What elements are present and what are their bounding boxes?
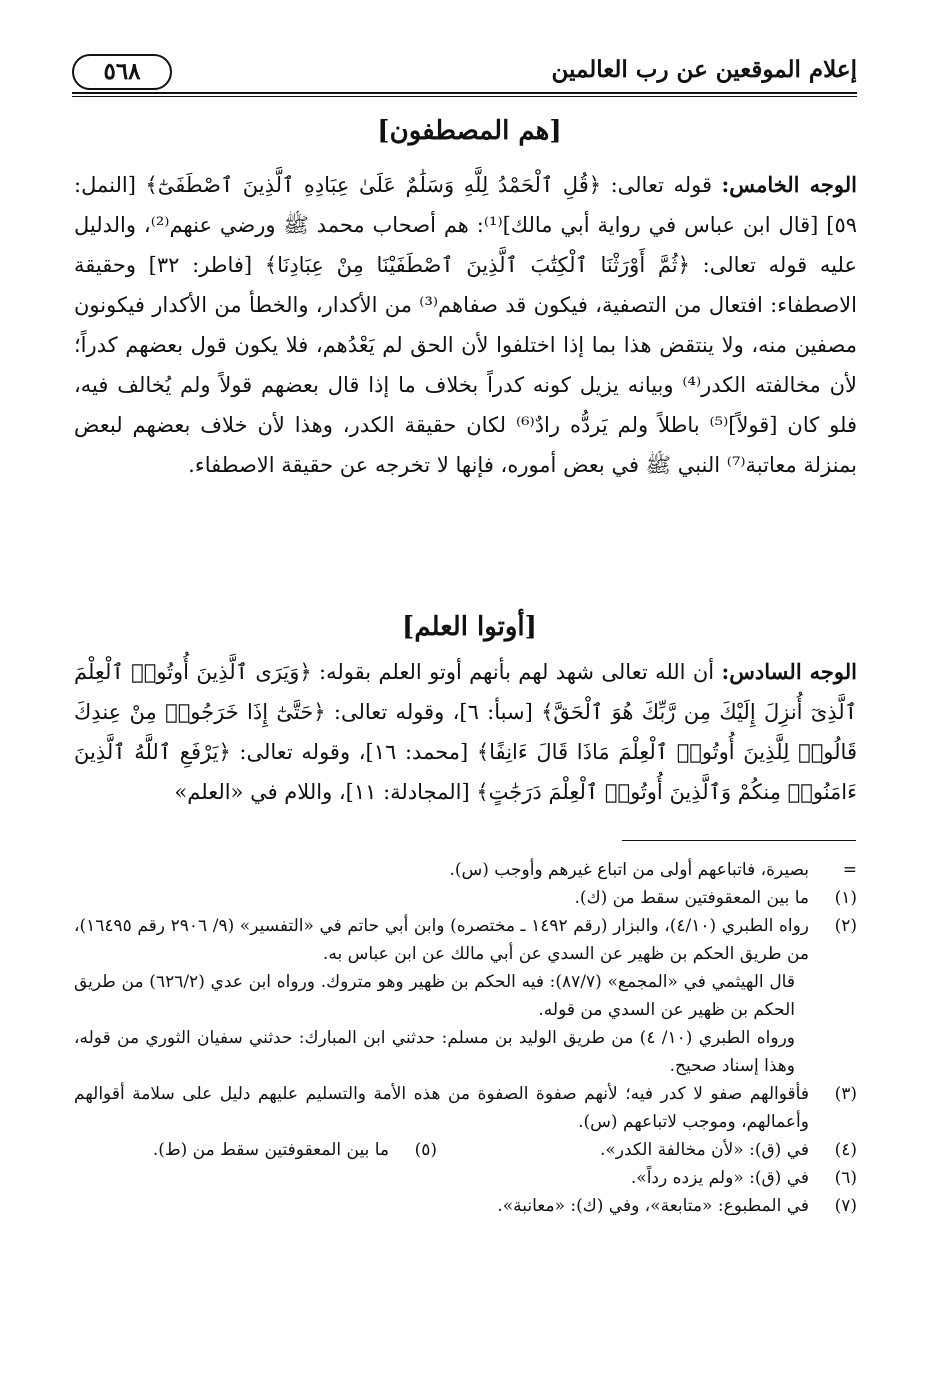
page-number: ٥٦٨ bbox=[72, 54, 172, 90]
paragraph-text: قوله تعالى: ﴿قُلِ ٱلْحَمْدُ لِلَّهِ وَسَلَٰمٌ عَلَىٰ عِبَادِهِ ٱلَّذِينَ ٱصْطَفَىٰٓ﴾ [النمل: ٥٩] [قال ابن عباس في رواية أبي مالك]⁽¹⁾: هم أصحاب محمد ﷺ ورضي عنهم⁽²⁾، والدليل عليه قوله تعالى: ﴿ثُمَّ أَوْرَثْنَا ٱلْكِتَٰبَ ٱلَّذِينَ ٱصْطَفَيْنَا مِنْ عِبَادِنَا﴾ [فاطر: ٣٢] وحقيقة الاصطفاء: افتعال من التصفية، فيكون قد صفاهم⁽³⁾ من الأكدار، والخطأ من الأكدار فيكونون مصفين منه، ولا ينتقض هذا بما إذا اختلفوا لأن الحق لم يَعْدُهم، فلا يكون قول بعضهم كدراً؛ لأن مخالفته الكدر⁽⁴⁾ وبيانه يزيل كونه كدراً بخلاف ما إذا قال بعضهم قولاً ولم يُخالف فيه، فلو كان [قولاً]⁽⁵⁾ باطلاً ولم يَردُّه رادٌ⁽⁶⁾ لكان حقيقة الكدر، وهذا لأن خلاف بعضهم لبعض بمنزلة معاتبة⁽⁷⁾ النبي ﷺ في بعض أموره، فإنها لا تخرجه عن حقيقة الاصطفاء. bbox=[74, 173, 857, 477]
footnote-text: في المطبوع: «متابعة»، وفي (ك): «معانبة». bbox=[497, 1196, 809, 1216]
footnote-marker: (٣) bbox=[834, 1084, 857, 1104]
footnote-text: فأقوالهم صفو لا كدر فيه؛ لأنهم صفوة الصفوة من هذه الأمة والتسليم عليهم دليل على سلامة أقوالهم وأعمالهم، وموجب لاتباعهم (س). bbox=[74, 1084, 809, 1132]
footnote-text: ما بين المعقوفتين سقط من (ك). bbox=[574, 888, 809, 908]
footnote bbox=[74, 1192, 857, 1220]
paragraph-lead: الوجه السادس: bbox=[721, 659, 857, 684]
footnote-marker: (٤) bbox=[834, 1140, 857, 1160]
section-heading-2: [أوتوا العلم] bbox=[402, 612, 537, 642]
section-heading-1: [هم المصطفون] bbox=[377, 116, 562, 146]
footnote bbox=[74, 1164, 857, 1192]
footnote-continuation bbox=[74, 968, 857, 1024]
footnote-marker: (١) bbox=[834, 888, 857, 908]
footnote bbox=[74, 856, 857, 884]
header-rule-thin bbox=[72, 96, 857, 97]
footnote-continuation bbox=[74, 1024, 857, 1080]
footnote-text: ما بين المعقوفتين سقط من (ط). bbox=[152, 1140, 389, 1160]
footnote-text: في (ق): «ولم يزده رداً». bbox=[630, 1168, 809, 1188]
paragraph-lead: الوجه الخامس: bbox=[721, 172, 857, 197]
footnotes bbox=[74, 856, 857, 1220]
footnote bbox=[74, 1080, 857, 1136]
footnote-text: قال الهيثمي في «المجمع» (٨٧/٧): فيه الحكم بن ظهير وهو متروك. ورواه ابن عدي (٦٢٦/٢) من طريق الحكم بن ظهير عن السدي من قوله. bbox=[74, 972, 795, 1020]
header-rule bbox=[72, 92, 857, 94]
footnote-text: رواه الطبري (٤/١٠)، والبزار (رقم ١٤٩٢ ـ مختصره) وابن أبي حاتم في «التفسير» (٩/ ٢٩٠٦ رقم ١٦٤٩٥)، من طريق الحكم بن ظهير عن السدي عن أبي مالك عن ابن عباس به. bbox=[74, 916, 809, 964]
footnote-marker: = bbox=[842, 860, 857, 880]
paragraph-text: أن الله تعالى شهد لهم بأنهم أوتو العلم بقوله: ﴿وَيَرَى ٱلَّذِينَ أُوتُوا۟ ٱلْعِلْمَ ٱلَّذِىٓ أُنزِلَ إِلَيْكَ مِن رَّبِّكَ هُوَ ٱلْحَقَّ﴾ [سبأ: ٦]، وقوله تعالى: ﴿حَتَّىٰٓ إِذَا خَرَجُوا۟ مِنْ عِندِكَ قَالُوا۟ لِلَّذِينَ أُوتُوا۟ ٱلْعِلْمَ مَاذَا قَالَ ءَانِفًا﴾ [محمد: ١٦]، وقوله تعالى: ﴿يَرْفَعِ ٱللَّهُ ٱلَّذِينَ ءَامَنُوا۟ مِنكُمْ وَٱلَّذِينَ أُوتُوا۟ ٱلْعِلْمَ دَرَجَٰتٍ﴾ [المجادلة: ١١]، واللام في «العلم» bbox=[74, 660, 858, 804]
footnote-marker: (٥) bbox=[414, 1140, 437, 1160]
footnote-text: ورواه الطبري (١٠/ ٤) من طريق الوليد بن مسلم: حدثني ابن المبارك: حدثني سفيان الثوري من قوله، وهذا إسناد صحيح. bbox=[74, 1028, 795, 1076]
section-paragraph-1 bbox=[74, 165, 857, 485]
footnote-text: بصيرة، فاتباعهم أولى من اتباع غيرهم وأوجب (س). bbox=[449, 860, 809, 880]
footnote-text: في (ق): «لأن مخالفة الكدر». bbox=[599, 1140, 809, 1160]
footnote-separator bbox=[622, 840, 856, 841]
footnote-marker: (٧) bbox=[834, 1196, 857, 1216]
footnote-marker: (٢) bbox=[834, 916, 857, 936]
footnote bbox=[74, 912, 857, 968]
running-title: إعلام الموقعين عن رب العالمين bbox=[551, 56, 857, 83]
section-paragraph-2 bbox=[74, 652, 857, 812]
footnote-pair bbox=[74, 1136, 857, 1164]
footnote bbox=[74, 884, 857, 912]
page-header bbox=[72, 50, 857, 98]
footnote-marker: (٦) bbox=[834, 1168, 857, 1188]
